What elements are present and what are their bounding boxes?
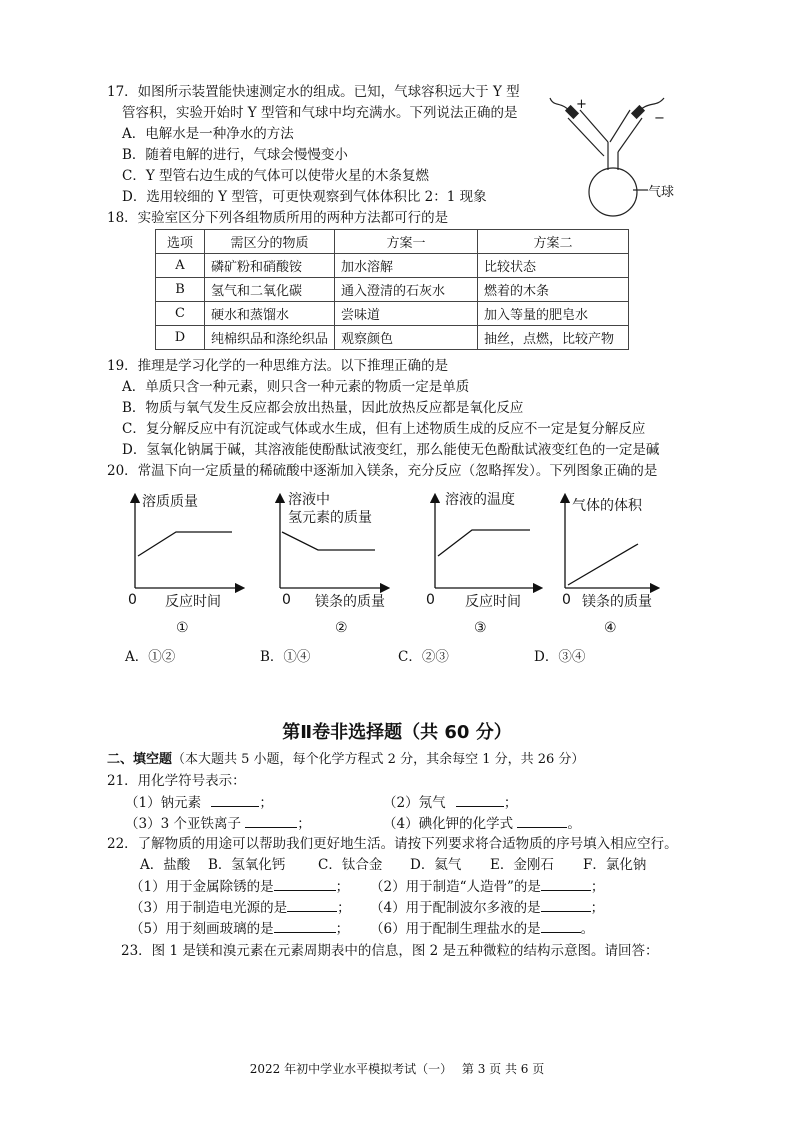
q19-option-a: A．单质只含一种元素，则只含一种元素的物质一定是单质 [122,379,470,395]
g3-xlabel: 反应时间 [465,594,521,610]
table-row [156,302,629,326]
q18-stem: 18．实验室区分下列各组物质所用的两种方法都可行的是 [107,210,449,226]
q22-choice-d: D．氦气 [410,857,462,873]
q17-apparatus-figure [548,90,690,225]
g2-ylabel-line1: 溶液中 [288,492,330,508]
q21-stem: 21．用化学符号表示： [107,773,246,789]
table-cell: 观察颜色 [335,326,478,350]
g3-ylabel: 溶液的温度 [445,492,515,508]
minus-sign: − [654,111,665,126]
g3-number: ③ [474,620,487,636]
table-cell: 加水溶解 [335,254,478,278]
q20-option-d: D．③④ [534,649,586,665]
table-cell: 比较状态 [478,254,629,278]
g1-xlabel: 反应时间 [165,594,221,610]
q21-item-1 [125,792,273,813]
q22-blank-1[interactable] [274,876,336,891]
table-cell: 硬水和蒸馏水 [205,302,335,326]
part-note: （本大题共 5 小题，每个化学方程式 2 分，其余每空 1 分，共 26 分） [172,752,585,767]
q21-blank-3[interactable] [245,813,297,828]
table-header-row [156,230,629,254]
separator: ； [335,879,350,895]
section-title: 第Ⅱ卷非选择题（共 60 分） [282,722,512,743]
g2-origin: 0 [282,592,291,608]
separator: ； [335,921,350,937]
table-cell: 氢气和二氧化碳 [205,278,335,302]
part-head: 二、填空题 [107,752,173,767]
q17-option-a: A．电解水是一种净水的方法 [122,126,294,142]
q19-option-d: D．氢氧化钠属于碱，其溶液能使酚酞试液变红，那么能使无色酚酞试液变红色的一定是碱 [122,442,660,458]
separator: ； [503,795,518,811]
g2-ylabel-line2: 氢元素的质量 [288,510,372,526]
table-cell: B [156,278,205,302]
g2-number: ② [335,620,348,636]
table-row [156,254,629,278]
table-cell: 纯棉织品和涤纶织品 [205,326,335,350]
table-cell: 尝味道 [335,302,478,326]
q21-blank-1[interactable] [211,792,259,807]
q22-item-3 [130,897,351,918]
table-cell: 通入澄清的石灰水 [335,278,478,302]
g1-origin: 0 [128,592,137,608]
g2-xlabel: 镁条的质量 [315,594,385,610]
q22-blank-5[interactable] [274,918,336,933]
q17-line1: 17．如图所示装置能快速测定水的组成。已知，气球容积远大于 Y 型 [107,84,520,100]
end-mark: 。 [580,921,595,937]
part-heading [107,750,584,770]
q22-blank-6[interactable] [541,918,581,933]
table-row [156,278,629,302]
table-cell: A [156,254,205,278]
page-footer: 2022 年初中学业水平模拟考试（一） 第 3 页 共 6 页 [249,1062,545,1076]
table-row [156,326,629,350]
q22-item-5 [130,918,349,939]
q22-choice-f: F．氯化钠 [583,857,647,873]
g4-number: ④ [604,620,617,636]
q22-item-2-text: （2）用于制造“人造骨”的是 [370,879,541,895]
q20-option-b: B．①④ [260,649,311,665]
table-cell: 燃着的木条 [478,278,629,302]
q22-blank-2[interactable] [541,876,591,891]
table-cell: C [156,302,205,326]
q20-stem: 20．常温下向一定质量的稀硫酸中逐渐加入镁条，充分反应（忽略挥发）。下列图象正确的是 [107,463,658,479]
q22-item-4 [370,897,604,918]
g4-xlabel: 镁条的质量 [582,594,652,610]
q22-choice-a: A．盐酸 [140,857,191,873]
table-cell: 抽丝，点燃，比较产物 [478,326,629,350]
q21-item-2-text: （2）氖气 [383,795,446,811]
q21-item-3-text: （3）3 个亚铁离子 [125,816,241,832]
q22-item-6-text: （6）用于配制生理盐水的是 [370,921,541,937]
q17-option-b: B．随着电解的进行，气球会慢慢变小 [122,147,348,163]
q21-item-2 [383,792,517,813]
q22-blank-4[interactable] [541,897,591,912]
q22-choice-b: B．氢氧化钙 [208,857,286,873]
q22-item-6 [370,918,594,939]
separator: ； [337,900,351,916]
separator: ； [590,879,605,895]
q17-option-d: D．选用较细的 Y 型管，可更快观察到气体体积比 2：1 现象 [122,189,487,205]
q21-blank-2[interactable] [456,792,504,807]
q19-option-b: B．物质与氧气发生反应都会放出热量，因此放热反应都是氧化反应 [122,400,524,416]
q21-blank-4[interactable] [517,813,567,828]
g1-number: ① [176,620,189,636]
end-mark: 。 [567,816,581,832]
table-cell: 磷矿粉和硝酸铵 [205,254,335,278]
q22-item-2 [370,876,604,897]
q19-stem: 19．推理是学习化学的一种思维方法。以下推理正确的是 [107,358,449,374]
q17-line2: 管容积，实验开始时 Y 型管和气球中均充满水。下列说法正确的是 [122,105,518,121]
q19-option-c: C．复分解反应中有沉淀或气体或水生成，但有上述物质生成的反应不一定是复分解反应 [122,421,646,437]
plus-sign: + [576,97,587,112]
q20-graphs [110,488,670,638]
q17-option-c: C．Y 型管右边生成的气体可以使带火星的木条复燃 [122,168,430,184]
table-header: 选项 [156,230,205,254]
g4-ylabel: 气体的体积 [572,498,642,514]
q22-blank-3[interactable] [287,897,337,912]
separator: ； [590,900,605,916]
q20-option-a: A．①② [125,649,176,665]
q21-item-4-text: （4）碘化钾的化学式 [383,816,514,832]
q21-item-4 [383,813,581,834]
table-header: 方案二 [478,230,629,254]
q22-item-1 [130,876,349,897]
q18-table [155,229,629,350]
q20-option-c: C．②③ [398,649,449,665]
q22-item-3-text: （3）用于制造电光源的是 [130,900,288,916]
table-cell: 加入等量的肥皂水 [478,302,629,326]
q22-choice-e: E．金刚石 [490,857,554,873]
g1-ylabel: 溶质质量 [142,494,198,510]
table-header: 需区分的物质 [205,230,335,254]
q23-stem: 23．图 1 是镁和溴元素在元素周期表中的信息，图 2 是五种微粒的结构示意图。请回答： [121,943,659,959]
separator: ； [297,816,311,832]
q22-choice-c: C．钛合金 [318,857,383,873]
q22-item-5-text: （5）用于刻画玻璃的是 [130,921,274,937]
balloon-label: 气球 [648,185,675,200]
q21-item-1-text: （1）钠元素 [125,795,202,811]
separator: ； [259,795,273,811]
table-header: 方案一 [335,230,478,254]
q21-item-3 [125,813,311,834]
table-cell: D [156,326,205,350]
q22-item-1-text: （1）用于金属除锈的是 [130,879,274,895]
g4-origin: 0 [562,592,571,608]
g3-origin: 0 [426,592,435,608]
q22-item-4-text: （4）用于配制波尔多液的是 [370,900,541,916]
q22-stem: 22．了解物质的用途可以帮助我们更好地生活。请按下列要求将合适物质的序号填入相应空行。 [107,836,678,852]
